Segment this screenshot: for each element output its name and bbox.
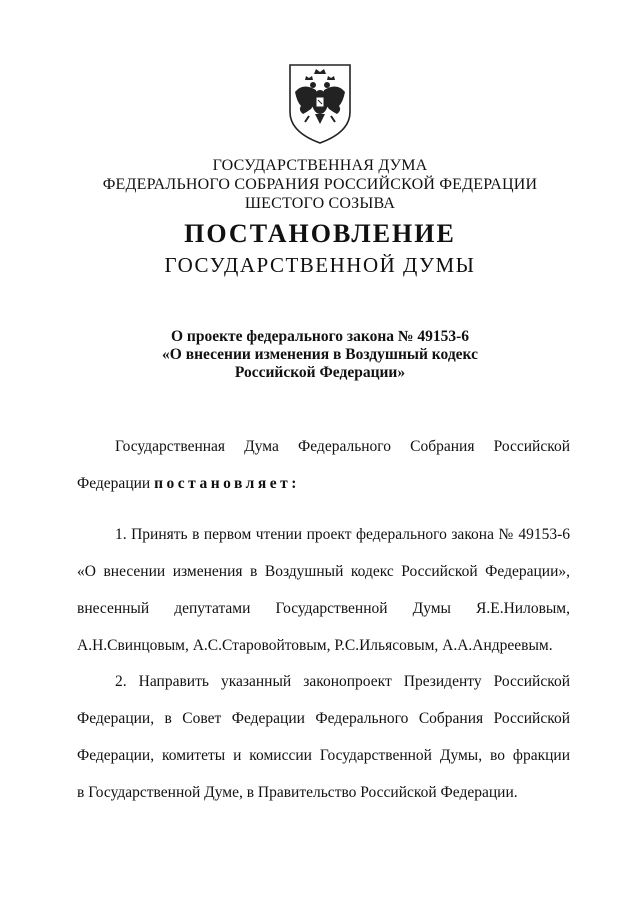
document-subtitle: ГОСУДАРСТВЕННОЙ ДУМЫ: [164, 253, 476, 277]
item-1-paragraph: [77, 516, 570, 664]
header-line-1: ГОСУДАРСТВЕННАЯ ДУМА: [212, 157, 428, 174]
document-title: ПОСТАНОВЛЕНИЕ: [184, 219, 456, 248]
preamble-line-2: [77, 465, 570, 502]
item-2-line-1: 2. Направить указанный законопроект Президенту Российской: [115, 673, 570, 690]
item-2-line-3: Федерации, комитеты и комиссии Государственной Думы, во фракции: [77, 747, 570, 764]
resolution-keyword: постановляет:: [154, 475, 300, 492]
header-line-3: ШЕСТОГО СОЗЫВА: [244, 195, 396, 212]
issuer-header: [0, 156, 640, 213]
item-1-line-3: внесенный депутатами Государственной Думы Я.Е.Ниловым,: [77, 600, 570, 617]
item-2-paragraph: [77, 663, 570, 811]
item-1-line-2: «О внесении изменения в Воздушный кодекс Российской Федерации»,: [77, 563, 570, 580]
item-1-line-1: 1. Принять в первом чтении проект федерального закона № 49153-6: [115, 526, 570, 543]
header-line-2: ФЕДЕРАЛЬНОГО СОБРАНИЯ РОССИЙСКОЙ ФЕДЕРАЦИИ: [102, 176, 538, 193]
subject-line-2: «О внесении изменения в Воздушный кодекс: [162, 346, 478, 363]
document-subject: [0, 328, 640, 382]
subject-line-3: Российской Федерации»: [234, 364, 406, 381]
preamble-paragraph: [77, 428, 570, 502]
preamble-line-1: Государственная Дума Федерального Собрания Российской: [115, 438, 570, 455]
preamble-line-2-start: Федерации: [77, 475, 155, 492]
subject-line-1: О проекте федерального закона № 49153-6: [170, 328, 469, 345]
item-2-line-2: Федерации, в Совет Федерации Федерального Собрания Российской: [77, 710, 570, 727]
item-2-line-4: в Государственной Думе, в Правительство Российской Федерации.: [77, 784, 518, 801]
item-1-line-4: А.Н.Свинцовым, А.С.Старовойтовым, Р.С.Ильясовым, А.А.Андреевым.: [77, 637, 553, 654]
russian-coat-of-arms-icon: [287, 62, 353, 146]
